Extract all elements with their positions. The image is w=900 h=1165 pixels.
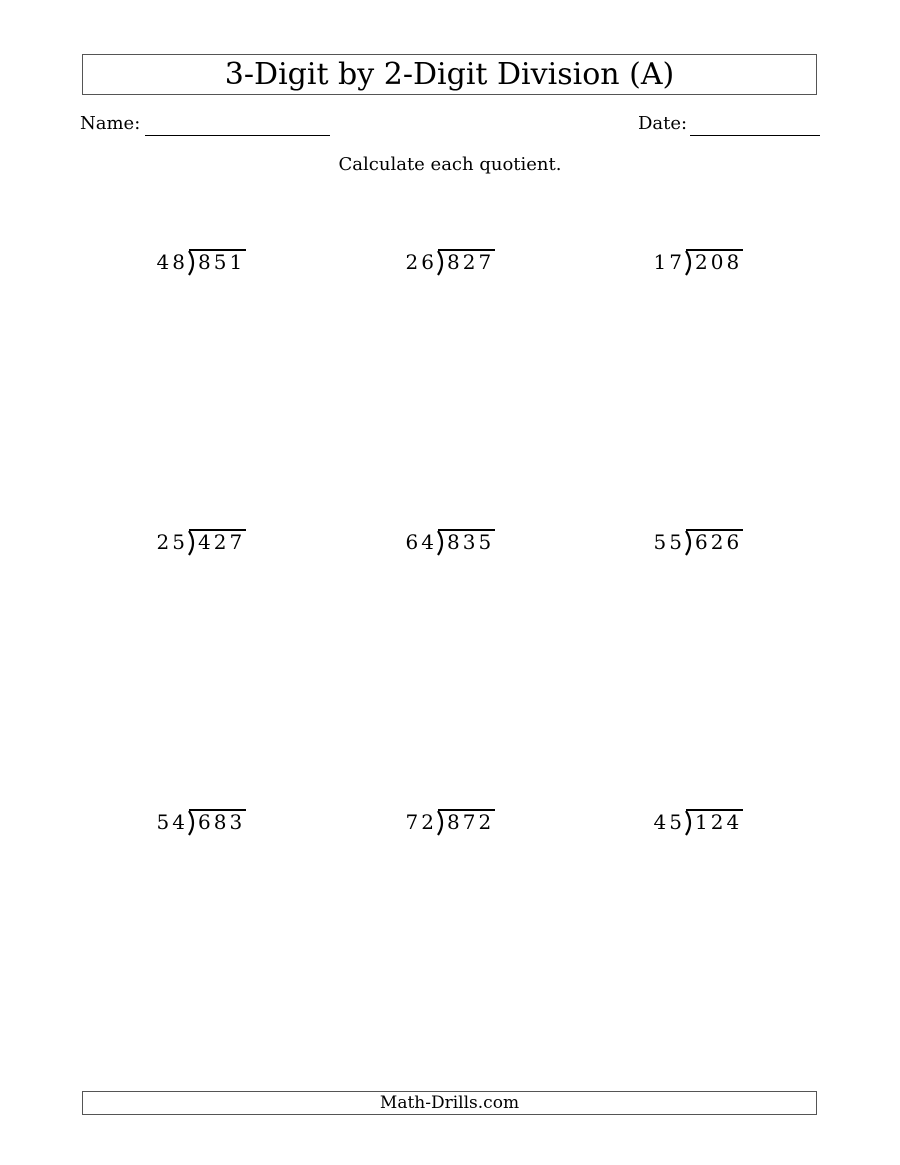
problem-9 xyxy=(653,806,845,840)
divisor: 64 xyxy=(405,530,437,554)
divisor: 55 xyxy=(653,530,685,554)
dividend: 835 xyxy=(447,530,495,554)
dividend: 626 xyxy=(695,530,743,554)
dividend: 208 xyxy=(695,250,743,274)
divisor: 54 xyxy=(156,810,188,834)
divisor: 45 xyxy=(653,810,685,834)
problem-6 xyxy=(653,526,845,560)
title-box xyxy=(82,54,817,95)
problem-5 xyxy=(405,526,597,560)
dividend: 124 xyxy=(695,810,743,834)
problem-4 xyxy=(156,526,348,560)
dividend: 851 xyxy=(198,250,246,274)
dividend: 872 xyxy=(447,810,495,834)
name-label: Name: xyxy=(80,113,141,134)
dividend: 827 xyxy=(447,250,495,274)
date-field[interactable] xyxy=(690,135,820,136)
divisor: 26 xyxy=(405,250,437,274)
problem-7 xyxy=(156,806,348,840)
problem-2 xyxy=(405,246,597,280)
footer-site: Math-Drills.com xyxy=(379,1093,520,1113)
dividend: 683 xyxy=(198,810,246,834)
problem-8 xyxy=(405,806,597,840)
problem-1 xyxy=(156,246,348,280)
instructions: Calculate each quotient. xyxy=(338,154,562,175)
divisor: 25 xyxy=(156,530,188,554)
dividend: 427 xyxy=(198,530,246,554)
divisor: 48 xyxy=(156,250,188,274)
page-title: 3-Digit by 2-Digit Division (A) xyxy=(224,56,675,92)
divisor: 17 xyxy=(653,250,685,274)
footer-box xyxy=(82,1091,817,1115)
name-field[interactable] xyxy=(145,135,330,136)
date-label: Date: xyxy=(638,113,688,134)
divisor: 72 xyxy=(405,810,437,834)
problem-3 xyxy=(653,246,845,280)
